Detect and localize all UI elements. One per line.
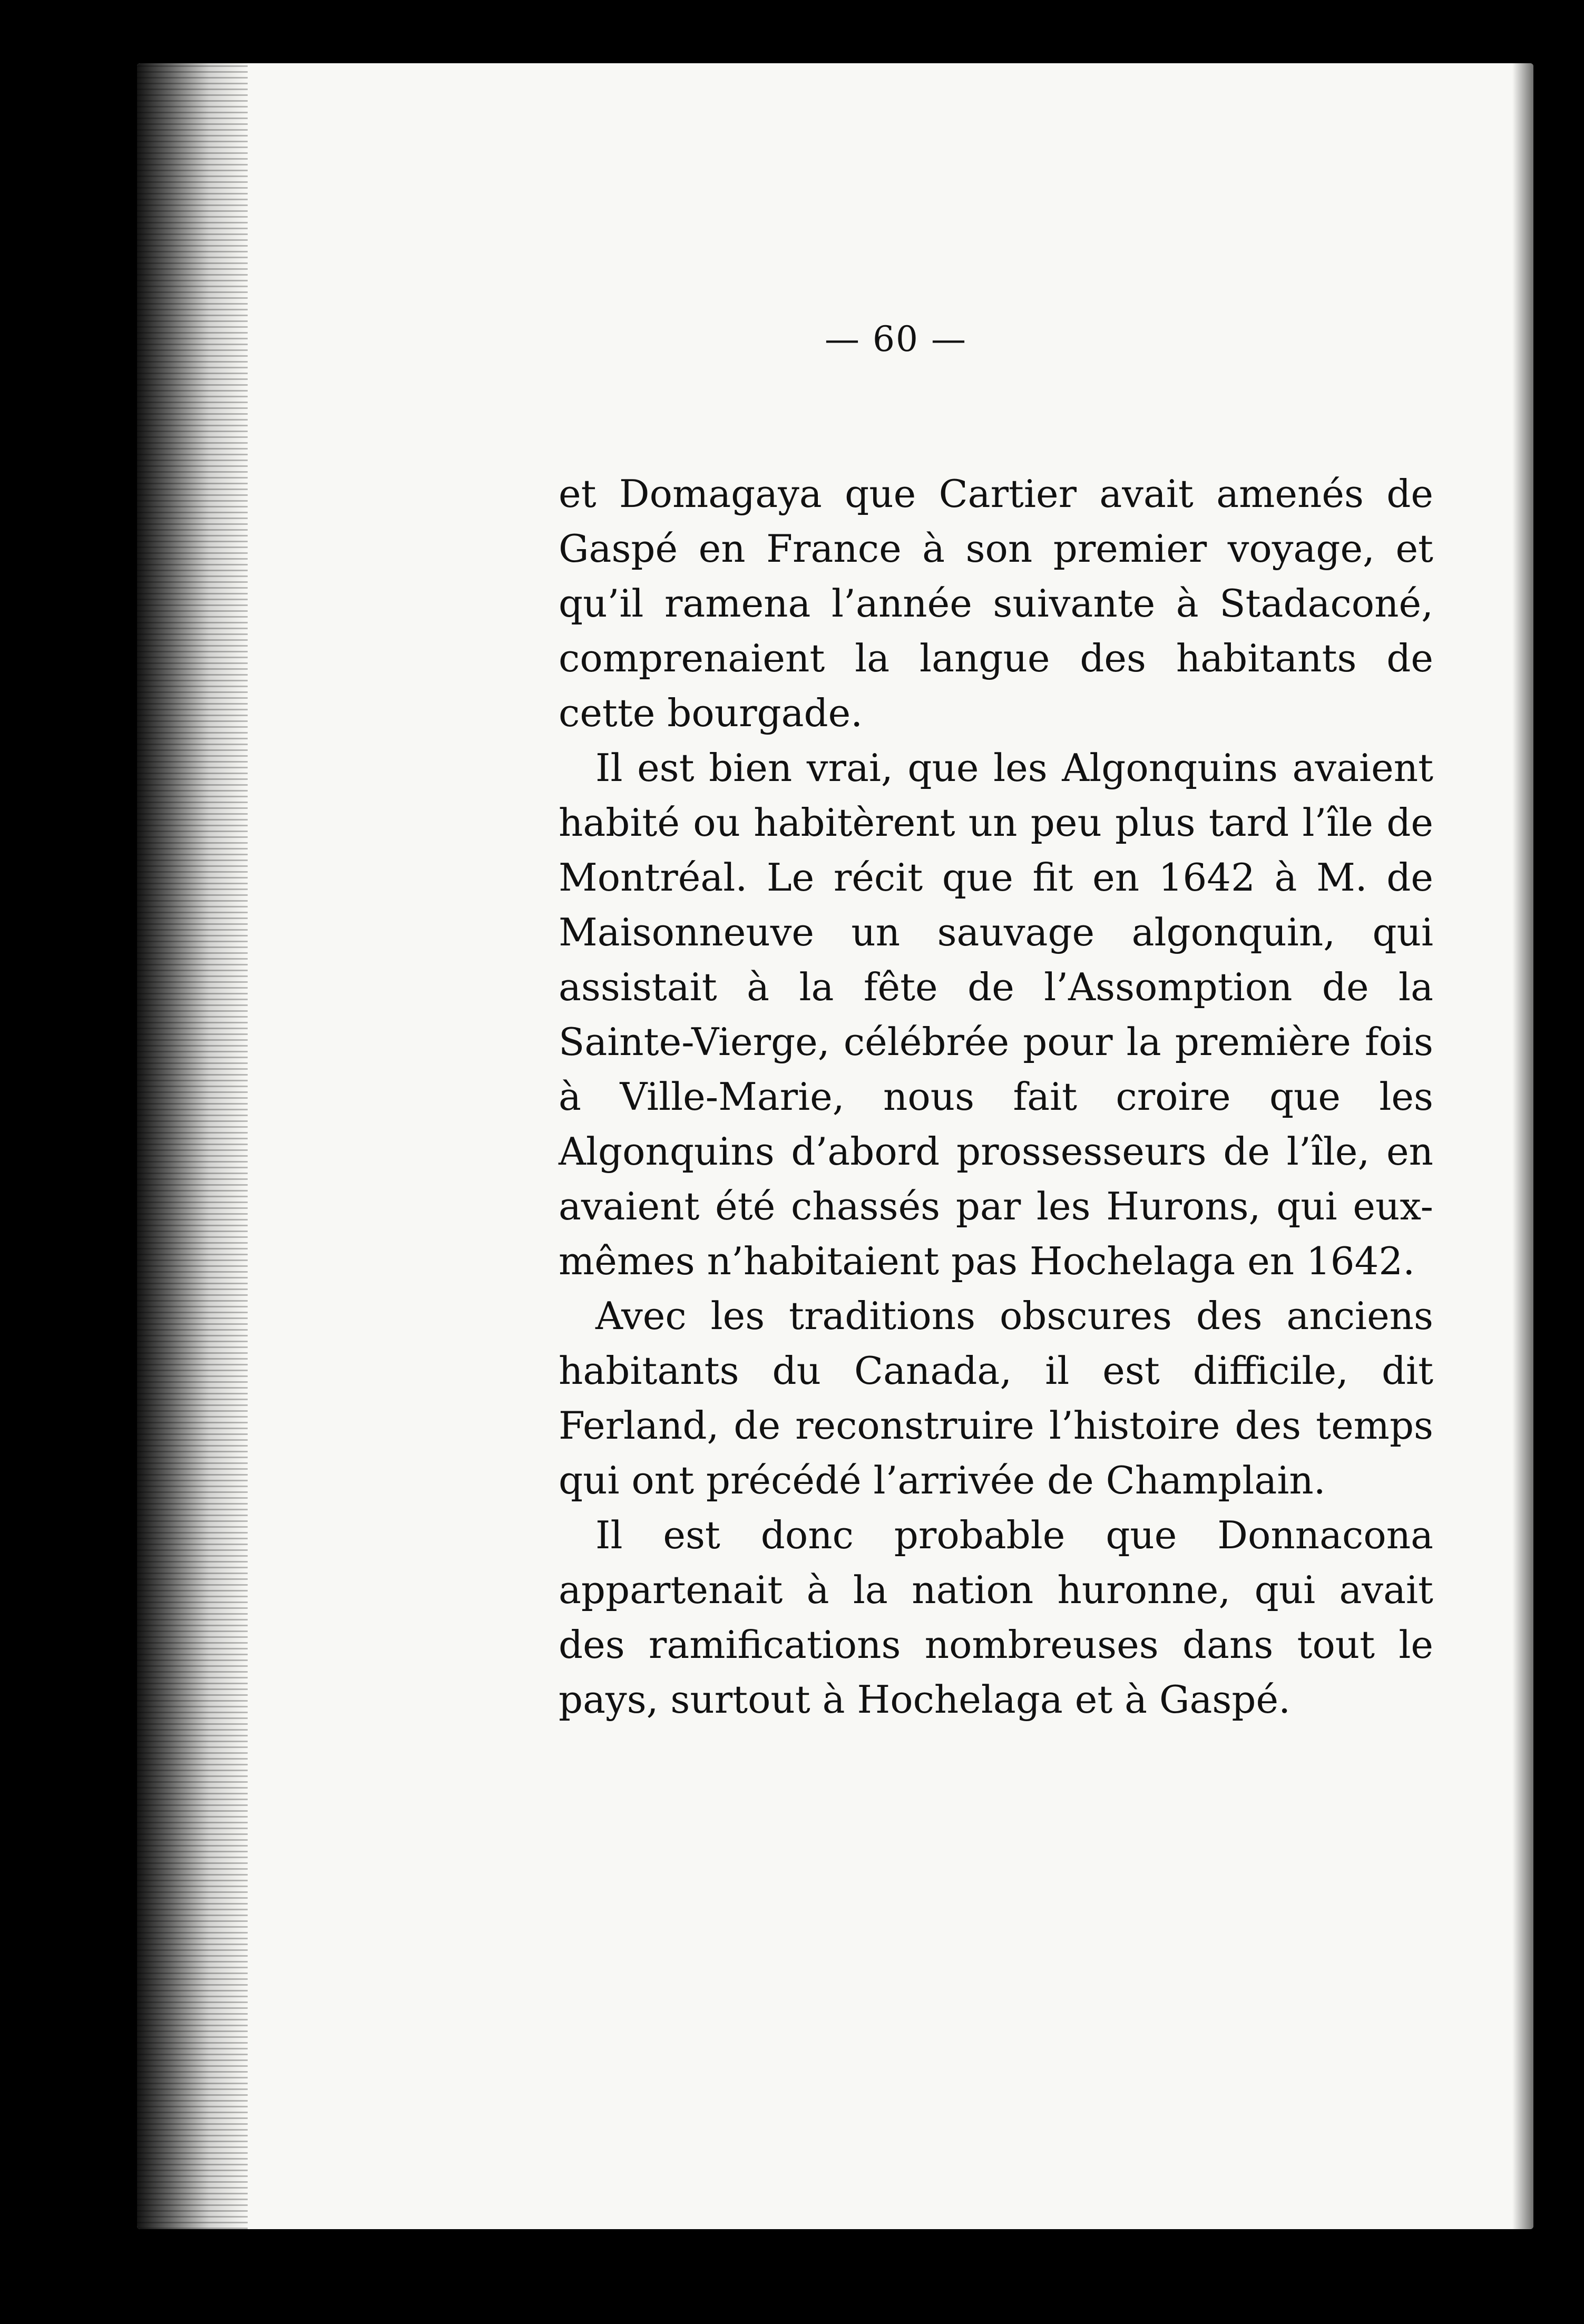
binding-gutter-shadow (137, 63, 248, 2229)
body-text (559, 466, 1433, 1727)
book-page (137, 63, 1533, 2229)
paragraph-4: Il est donc probable que Donnacona appartenait à la nation huronne, qui avait des ramifications nombreuses dans tout le pays, surtout à Hochelaga et à Gaspé. (559, 1513, 1433, 1722)
paragraph-1: et Domagaya que Cartier avait amenés de Gaspé en France à son premier voyage, et qu’il ramena l’année suivante à Stadaconé, comprenaient la langue des habitants de cette bourgade. (559, 472, 1433, 735)
page-number: — 60 — (825, 319, 967, 359)
paragraph-2: Il est bien vrai, que les Algonquins avaient habité ou habitèrent un peu plus tard l’île de Montréal. Le récit que fit en 1642 à M. de Maisonneuve un sauvage algonquin, qui assistait à la fête de l’Assomption de la Sainte-Vierge, célébrée pour la première fois à Ville-Marie, nous fait croire que les Algonquins d’abord prossesseurs de l’île, en avaient été chassés par les Hurons, qui eux-mêmes n’habitaient pas Hochelaga en 1642. (559, 746, 1433, 1283)
paragraph-3: Avec les traditions obscures des anciens habitants du Canada, il est difficile, dit Ferland, de reconstruire l’histoire des temps qui ont précédé l’arrivée de Champlain. (559, 1294, 1433, 1502)
page-edge-shadow (1512, 63, 1533, 2229)
